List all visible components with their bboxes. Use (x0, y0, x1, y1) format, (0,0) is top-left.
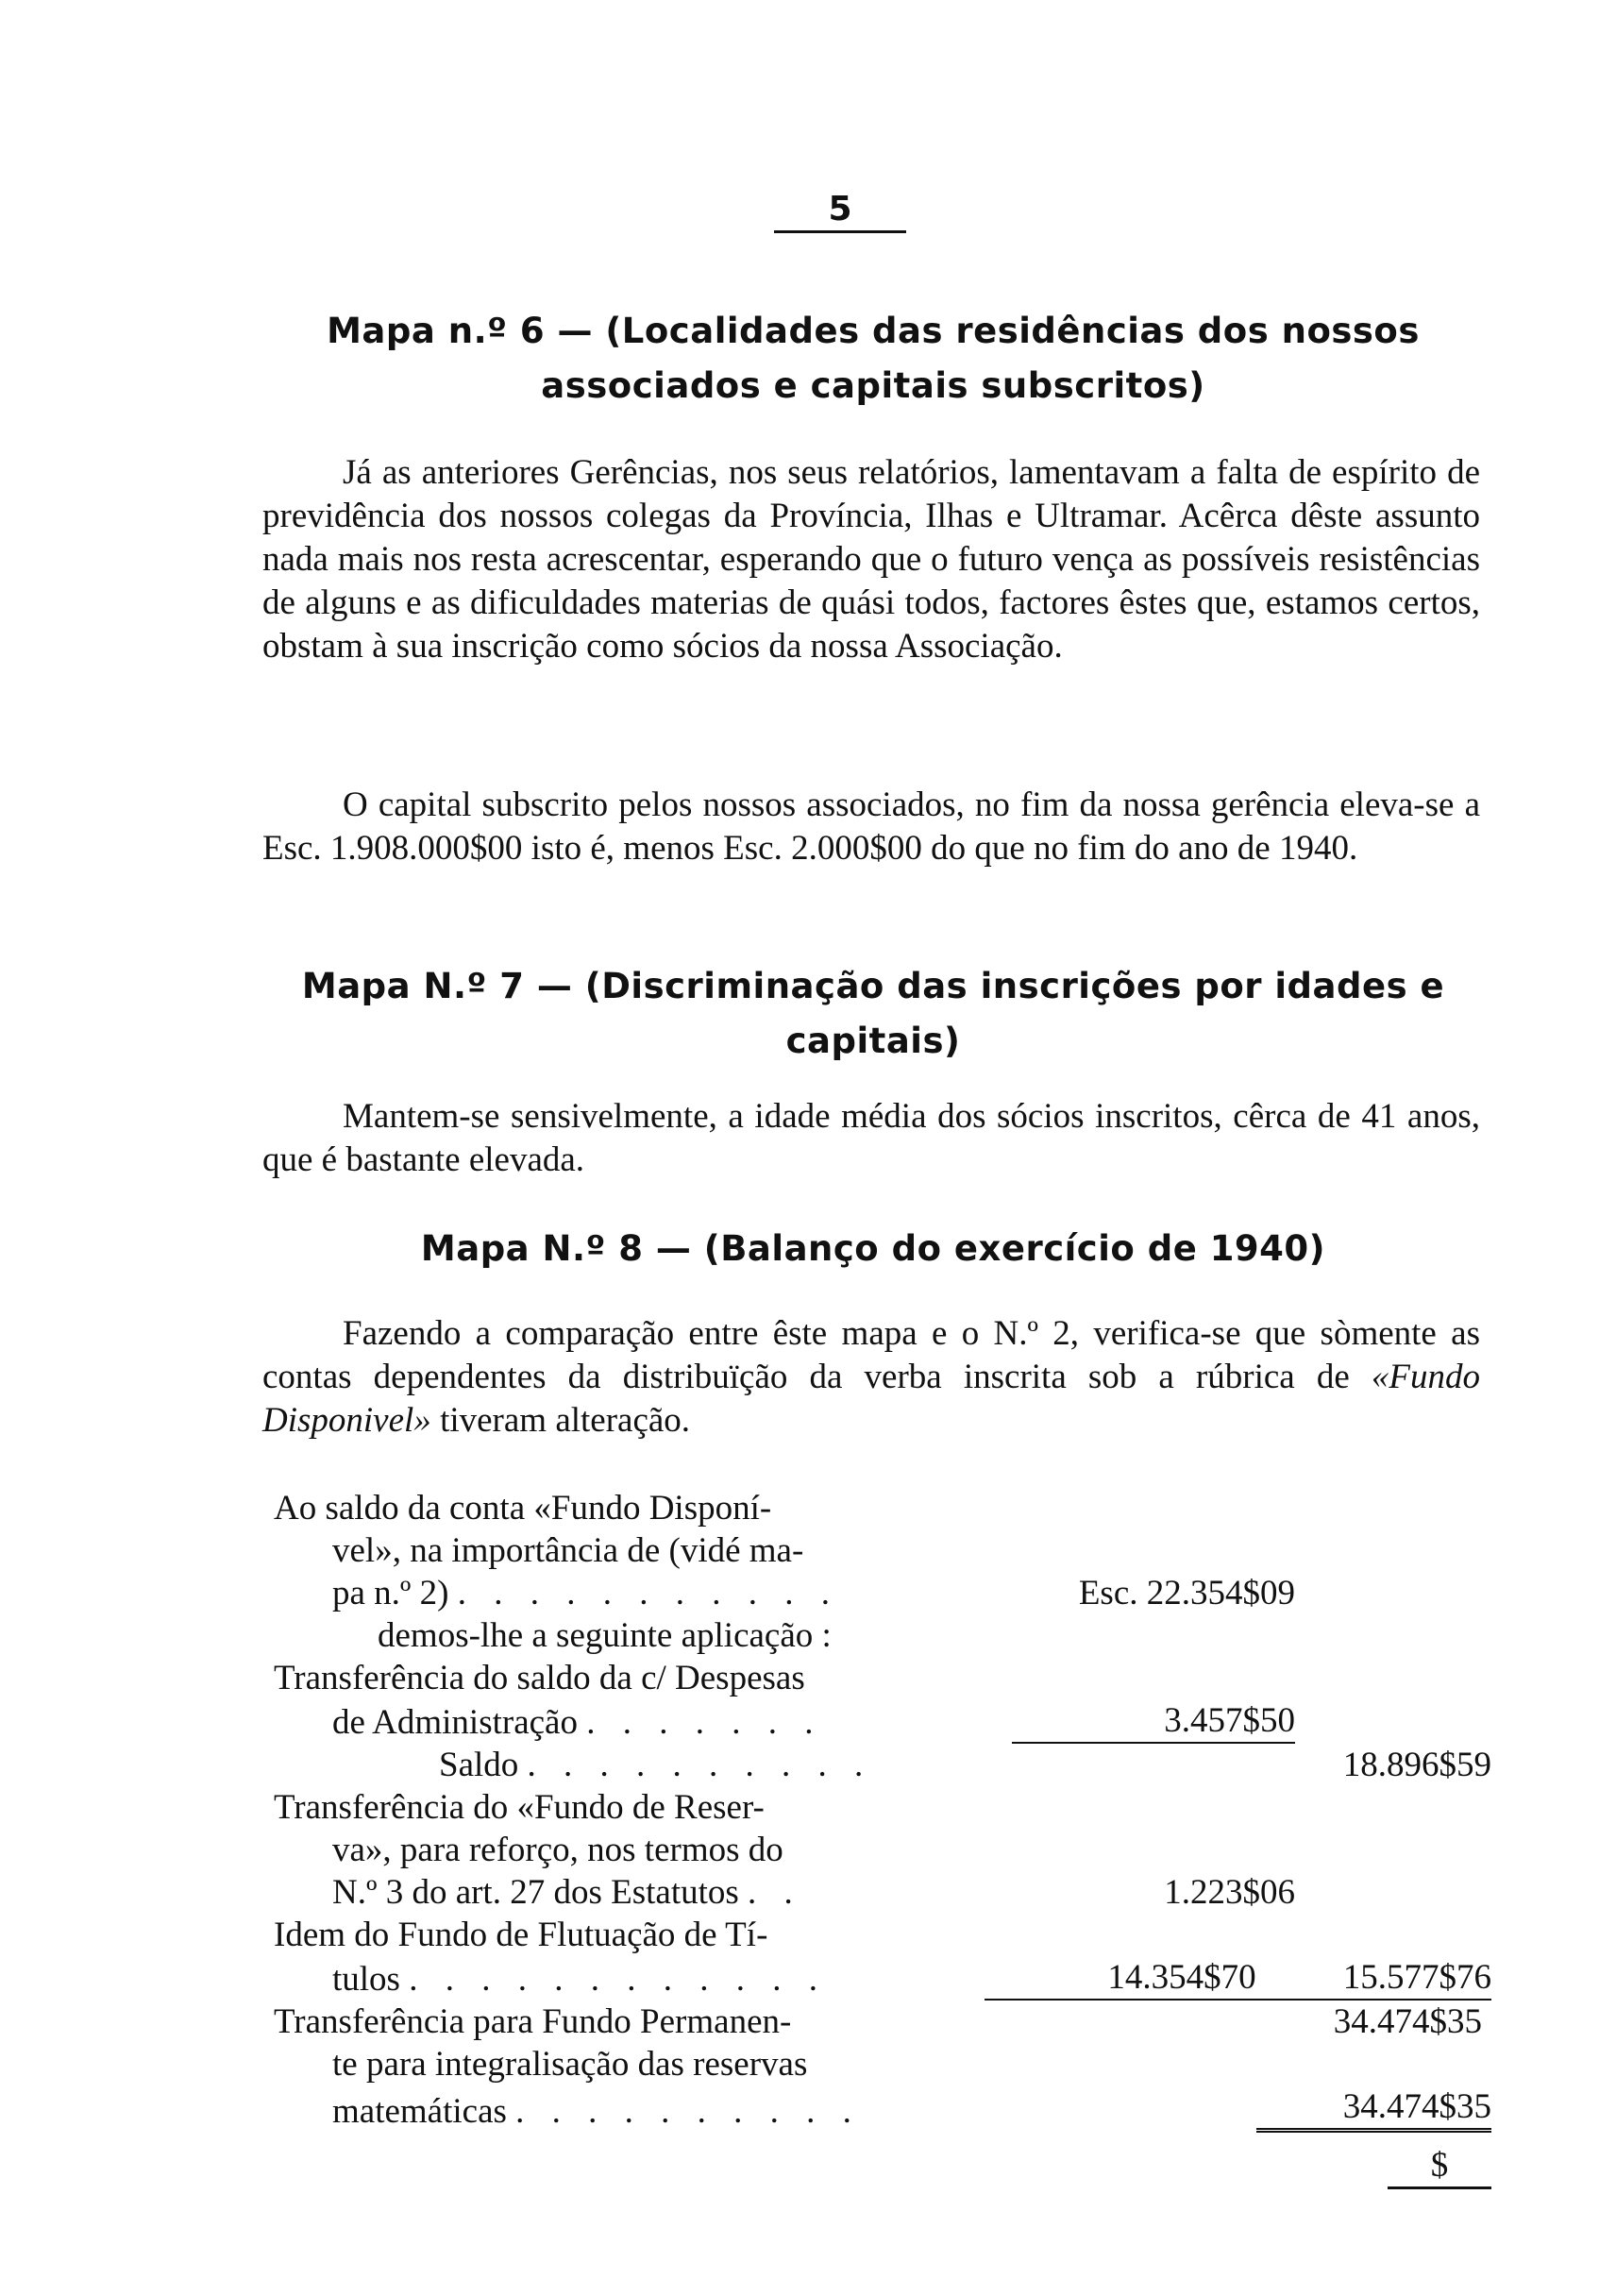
paragraph-mapa-8-end: tiveram alteração. (430, 1401, 691, 1440)
ledger-row (274, 1786, 1491, 1829)
page-number: 5 (774, 189, 906, 233)
ledger-amount: Esc. 22.354$09 (1078, 1574, 1295, 1612)
ledger-row (274, 1614, 1491, 1657)
heading-mapa-6-line1: Mapa n.º 6 — (Localidades das residências dos nossos (327, 311, 1420, 351)
ledger-desc-text: de Administração (332, 1703, 578, 1742)
ledger-amount: 14.354$70 (985, 1956, 1256, 2001)
ledger-desc: matemáticas . . . . . . . . . . (332, 2092, 861, 2131)
ledger-subtotal: 18.896$59 (1342, 1746, 1491, 1784)
paragraph-mapa-6-2: O capital subscrito pelos nossos associados, no fim da nossa gerência eleva-se a Esc. 1.908.000$00 isto é, menos Esc. 2.000$00 do que no fim do ano de 1940. (262, 785, 1480, 868)
ledger-desc: te para integralisação das reservas (332, 2045, 808, 2084)
heading-mapa-7 (264, 959, 1482, 1069)
heading-mapa-6-line2: associados e capitais subscritos) (541, 365, 1205, 406)
ledger-row (274, 2001, 1491, 2043)
ledger-row (274, 1744, 1491, 1786)
ledger-desc: Ao saldo da conta «Fundo Disponí- (274, 1489, 772, 1528)
ledger-desc: N.º 3 do art. 27 dos Estatutos . . (332, 1873, 802, 1912)
ledger-desc-text: tulos (332, 1960, 400, 1999)
ledger-final-total: 34.474$35 (1256, 2085, 1491, 2133)
ledger-desc-text: Saldo (439, 1746, 519, 1784)
heading-mapa-8 (264, 1222, 1482, 1276)
ledger-desc-text: N.º 3 do art. 27 dos Estatutos (332, 1873, 739, 1912)
ledger-desc: Transferência para Fundo Permanen- (274, 2002, 792, 2041)
ledger-amount: 1.223$06 (1164, 1873, 1295, 1912)
ledger-row (274, 2085, 1491, 2133)
ledger-desc: de Administração . . . . . . . (332, 1703, 823, 1742)
ledger-row (274, 1572, 1491, 1614)
ledger-desc: Idem do Fundo de Flutuação de Tí- (274, 1916, 768, 1954)
end-mark: $ (1388, 2144, 1491, 2189)
ledger-row (274, 1871, 1491, 1914)
ledger-total: 34.474$35 (1333, 2002, 1482, 2041)
ledger-row (274, 2043, 1491, 2085)
ledger-desc: demos-lhe a seguinte aplicação : (378, 1616, 832, 1655)
ledger-desc-text: pa n.º 2) (332, 1574, 449, 1612)
heading-mapa-8-line1: Mapa N.º 8 — (Balanço do exercício de 1940) (420, 1228, 1326, 1269)
paragraph-mapa-8-text: Fazendo a comparação entre êste mapa e o N.º 2, verifica-se que sòmente as contas dependentes da distribuïção da verba inscrita sob a rúbrica de (262, 1314, 1480, 1396)
paragraph-mapa-6-1: Já as anteriores Gerências, nos seus relatórios, lamentavam a falta de espírito de previdência dos nossos colegas da Província, Ilhas e Ultramar. Acêrca dêste assunto nada mais nos resta acrescentar, esperando que o futuro vença as possíveis resistências de alguns e as dificuldades materias de quási todos, factores êstes que, estamos certos, obstam à sua inscrição como sócios da nossa Associação. (262, 453, 1480, 666)
ledger-desc-text: matemáticas (332, 2092, 507, 2131)
ledger-row (274, 1956, 1491, 2001)
ledger-table (274, 1487, 1491, 2185)
heading-mapa-7-line1: Mapa N.º 7 — (Discriminação das inscrições por idades e (301, 966, 1445, 1006)
ledger-desc: va», para reforço, nos termos do (332, 1831, 783, 1869)
ledger-desc: pa n.º 2) . . . . . . . . . . . (332, 1574, 839, 1612)
heading-mapa-7-line2: capitais) (785, 1021, 961, 1061)
ledger-row (274, 1699, 1491, 1744)
ledger-row (274, 1487, 1491, 1529)
ledger-desc: vel», na importância de (vidé ma- (332, 1531, 804, 1570)
ledger-amount: 3.457$50 (1012, 1699, 1295, 1744)
fundo-disponivel-italic: «Fundo Disponivel» (262, 1358, 1480, 1440)
ledger-subtotal: 15.577$76 (1256, 1956, 1491, 2001)
ledger-desc: Transferência do saldo da c/ Despesas (274, 1659, 805, 1697)
ledger-row (274, 1657, 1491, 1699)
heading-mapa-6 (264, 304, 1482, 414)
ledger-row (274, 1829, 1491, 1871)
paragraph-mapa-7: Mantem-se sensivelmente, a idade média dos sócios inscritos, cêrca de 41 anos, que é bastante elevada. (262, 1097, 1480, 1179)
paragraph-mapa-8 (262, 1312, 1480, 1443)
ledger-desc: Transferência do «Fundo de Reser- (274, 1788, 765, 1827)
ledger-desc: Saldo . . . . . . . . . . (439, 1746, 873, 1784)
ledger-row (274, 1529, 1491, 1572)
ledger-desc: tulos . . . . . . . . . . . . (332, 1960, 827, 1999)
ledger-row (274, 1914, 1491, 1956)
